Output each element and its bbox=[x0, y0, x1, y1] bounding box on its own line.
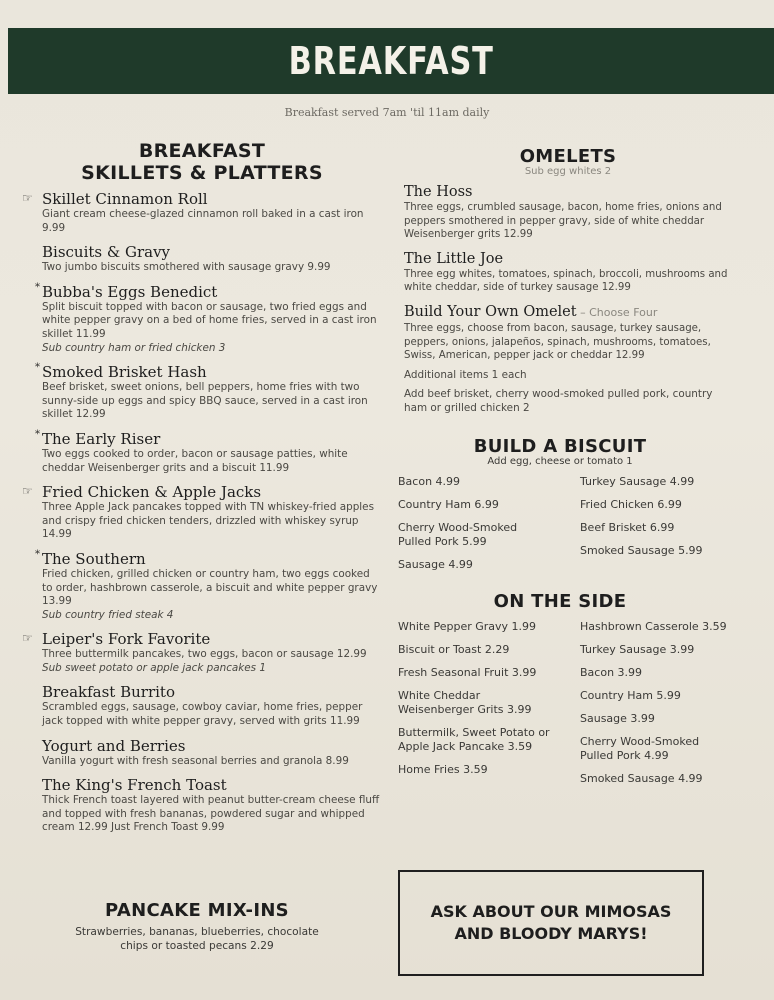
menu-item bbox=[35, 548, 382, 622]
menu-item bbox=[404, 303, 738, 363]
item-substitution: Sub country ham or fried chicken 3 bbox=[42, 341, 226, 354]
menu-item bbox=[22, 190, 382, 235]
item-description: Fried chicken, grilled chicken or country ham, two eggs cooked to order, hashbrown casserole, a biscuit and white pepper gravy 13.99 bbox=[42, 567, 378, 608]
menu-item bbox=[35, 428, 382, 475]
page-title: BREAKFAST bbox=[288, 39, 494, 83]
list-item: Smoked Sausage 4.99 bbox=[580, 771, 703, 785]
list-item: Buttermilk, Sweet Potato or Apple Jack Pancake 3.59 bbox=[398, 725, 550, 753]
item-name-suffix: – Choose Four bbox=[576, 305, 658, 319]
omelets-subtitle: Sub egg whites 2 bbox=[524, 166, 612, 177]
pancake-mixins-section bbox=[62, 900, 332, 953]
list-item: Cherry Wood-Smoked Pulled Pork 5.99 bbox=[398, 520, 518, 548]
item-description bbox=[42, 794, 382, 835]
item-name: Breakfast Burrito bbox=[42, 683, 175, 702]
item-substitution: Sub sweet potato or apple jack pancakes 1 bbox=[42, 661, 267, 674]
item-description: Giant cream cheese-glazed cinnamon roll baked in a cast iron 9.99 bbox=[42, 208, 364, 234]
item-name: The Hoss bbox=[404, 184, 473, 200]
list-item: Turkey Sausage 3.99 bbox=[580, 642, 695, 656]
item-description: Two jumbo biscuits smothered with sausage gravy 9.99 bbox=[42, 261, 331, 274]
star-marker: * bbox=[35, 548, 40, 560]
item-description: Two eggs cooked to order, bacon or sausage patties, white cheddar Weisenberger grits and a biscuit 11.99 bbox=[42, 447, 348, 474]
biscuit-left-column bbox=[398, 475, 578, 581]
skillets-section bbox=[22, 140, 382, 843]
side-title: ON THE SIDE bbox=[493, 590, 627, 612]
item-alternative: Just French Toast 9.99 bbox=[111, 821, 225, 834]
menu-item bbox=[35, 362, 382, 422]
menu-item bbox=[404, 250, 738, 295]
item-description: Vanilla yogurt with fresh seasonal berries and granola 8.99 bbox=[42, 754, 349, 767]
omelets-title: OMELETS bbox=[519, 146, 617, 167]
item-name: Skillet Cinnamon Roll bbox=[42, 190, 208, 208]
list-item: Sausage 4.99 bbox=[398, 557, 473, 571]
mixins-description: Strawberries, bananas, blueberries, chocolate chips or toasted pecans 2.29 bbox=[75, 926, 319, 952]
list-item: Biscuit or Toast 2.29 bbox=[398, 642, 510, 656]
item-name: Fried Chicken & Apple Jacks bbox=[42, 483, 262, 502]
mixins-title: PANCAKE MIX-INS bbox=[105, 900, 289, 921]
list-item: Cherry Wood-Smoked Pulled Pork 4.99 bbox=[580, 734, 700, 762]
list-item: Country Ham 5.99 bbox=[580, 688, 681, 702]
item-description: Three egg whites, tomatoes, spinach, broccoli, mushrooms and white cheddar, side of turkey sausage 12.99 bbox=[404, 268, 728, 294]
menu-item bbox=[42, 243, 382, 275]
menu-item bbox=[42, 737, 382, 769]
pointing-hand-icon: ☞ bbox=[22, 484, 33, 499]
list-item: Hashbrown Casserole 3.59 bbox=[580, 619, 727, 633]
item-name: Biscuits & Gravy bbox=[42, 243, 171, 262]
header-banner bbox=[8, 28, 774, 94]
breakfast-hours: Breakfast served 7am 'til 11am daily bbox=[284, 106, 490, 119]
item-description: Three eggs, choose from bacon, sausage, turkey sausage, peppers, onions, jalapeños, spinach, mushrooms, tomatoes, Swiss, American, pepper jack or cheddar 12.99 bbox=[404, 322, 711, 362]
list-item: Home Fries 3.59 bbox=[398, 762, 488, 776]
item-name: The Southern bbox=[42, 549, 146, 568]
list-item: Fried Chicken 6.99 bbox=[580, 497, 682, 511]
item-name: Leiper's Fork Favorite bbox=[42, 630, 211, 649]
item-description-text: Thick French toast layered with peanut butter-cream cheese fluff and topped with fresh bananas, powdered sugar and whipped cream 12.99 bbox=[42, 794, 380, 834]
menu-item bbox=[35, 281, 382, 355]
skillets-title bbox=[22, 140, 382, 184]
item-name: The Little Joe bbox=[404, 250, 504, 267]
promo-line1: ASK ABOUT OUR MIMOSAS bbox=[430, 902, 672, 921]
menu-item bbox=[22, 630, 382, 675]
item-name: Bubba's Eggs Benedict bbox=[42, 282, 218, 301]
item-name: Smoked Brisket Hash bbox=[42, 363, 207, 382]
star-marker: * bbox=[35, 362, 40, 374]
promo-line2: AND BLOODY MARYS! bbox=[454, 924, 648, 943]
item-description: Scrambled eggs, sausage, cowboy caviar, home fries, pepper jack topped with white pepper gravy, served with grits 11.99 bbox=[42, 701, 363, 728]
item-name-text: Build Your Own Omelet bbox=[404, 303, 577, 320]
item-description: Three buttermilk pancakes, two eggs, bacon or sausage 12.99 bbox=[42, 648, 367, 661]
star-marker: * bbox=[35, 428, 40, 440]
item-description: Split biscuit topped with bacon or sausage, two fried eggs and white pepper gravy on a bed of home fries, served in a cast iron skillet 11.99 bbox=[42, 300, 377, 340]
list-item: Beef Brisket 6.99 bbox=[580, 520, 675, 534]
list-item: White Cheddar Weisenberger Grits 3.99 bbox=[398, 688, 532, 716]
biscuit-options bbox=[398, 475, 738, 581]
star-marker: * bbox=[35, 281, 40, 293]
item-name: The Early Riser bbox=[42, 429, 161, 448]
skillets-title-line1: BREAKFAST bbox=[138, 140, 266, 162]
item-description: Three Apple Jack pancakes topped with TN whiskey-fried apples and crispy fried chicken tenders, drizzled with whiskey syrup 14.99 bbox=[42, 501, 374, 541]
list-item: Fresh Seasonal Fruit 3.99 bbox=[398, 665, 537, 679]
list-item: Country Ham 6.99 bbox=[398, 497, 499, 511]
list-item: Bacon 3.99 bbox=[580, 665, 643, 679]
side-left-column bbox=[398, 620, 578, 795]
mimosas-promo-box bbox=[398, 870, 704, 976]
list-item: Bacon 4.99 bbox=[398, 474, 461, 488]
addon-note: Add beef brisket, cherry wood-smoked pulled pork, country ham or grilled chicken 2 bbox=[404, 388, 713, 414]
biscuit-right-column bbox=[580, 475, 740, 581]
pointing-hand-icon: ☞ bbox=[22, 631, 33, 646]
promo-text bbox=[431, 901, 672, 945]
menu-item bbox=[404, 183, 738, 242]
menu-item bbox=[22, 483, 382, 542]
item-description: Beef brisket, sweet onions, bell peppers, home fries with two sunny-side up eggs and spicy BBQ sauce, served in a cast iron skillet 12.99 bbox=[42, 381, 368, 421]
list-item: White Pepper Gravy 1.99 bbox=[398, 619, 537, 633]
side-right-column bbox=[580, 620, 740, 795]
list-item: Sausage 3.99 bbox=[580, 711, 655, 725]
item-name: Yogurt and Berries bbox=[42, 736, 186, 755]
list-item: Smoked Sausage 5.99 bbox=[580, 543, 703, 557]
biscuit-title: BUILD A BISCUIT bbox=[473, 435, 647, 457]
item-description: Three eggs, crumbled sausage, bacon, home fries, onions and peppers smothered in pepper gravy, side of white cheddar Weisenberger grits 12.99 bbox=[404, 202, 722, 241]
item-name bbox=[404, 303, 738, 322]
item-substitution: Sub country fried steak 4 bbox=[42, 608, 174, 621]
side-options bbox=[398, 620, 738, 795]
additional-items-note: Additional items 1 each bbox=[404, 368, 527, 381]
menu-item bbox=[42, 776, 382, 835]
menu-item bbox=[42, 683, 382, 728]
pointing-hand-icon: ☞ bbox=[22, 191, 33, 205]
biscuit-subtitle: Add egg, cheese or tomato 1 bbox=[487, 455, 633, 467]
right-column bbox=[398, 146, 738, 795]
skillets-title-line2: SKILLETS & PLATTERS bbox=[81, 162, 323, 184]
item-name: The King's French Toast bbox=[42, 776, 227, 795]
list-item: Turkey Sausage 4.99 bbox=[580, 474, 695, 488]
